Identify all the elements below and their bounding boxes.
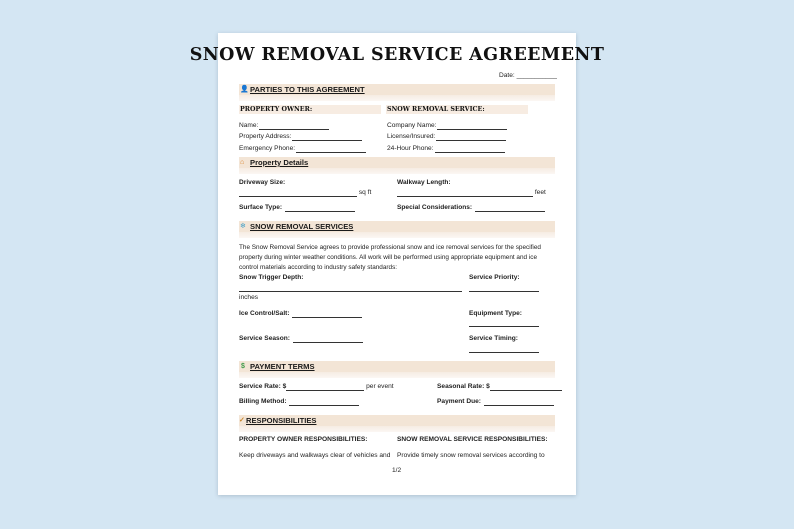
billing-field[interactable] [239, 398, 359, 406]
equipment-label: Equipment Type: [469, 310, 522, 317]
season-field[interactable] [239, 335, 363, 343]
services-band-shadow [239, 232, 555, 238]
snowflake-icon: ❄ [240, 223, 246, 230]
services-paragraph: The Snow Removal Service agrees to provide professional snow and ice removal services for the specified property during winter weather conditions. All work will be performed using appropriate equipment and ice control materials according to industry safety standards: [239, 244, 541, 271]
ice-control-field[interactable] [239, 310, 362, 318]
surface-field[interactable] [239, 204, 355, 212]
driveway-field[interactable] [239, 189, 371, 197]
trigger-unit: inches [239, 294, 259, 301]
page-number: 1/2 [392, 467, 402, 474]
payment-band-shadow [239, 372, 555, 378]
ice-control-label: Ice Control/Salt: [239, 310, 290, 317]
dollar-icon: $ [241, 363, 245, 370]
owner-responsibilities-heading: PROPERTY OWNER RESPONSIBILITIES: [239, 436, 368, 443]
parties-band-shadow [239, 95, 555, 101]
payment-section-title: PAYMENT TERMS [250, 362, 315, 371]
walkway-unit: feet [534, 189, 546, 196]
payment-due-field[interactable] [437, 398, 554, 406]
owner-phone-field[interactable] [239, 145, 366, 153]
service-heading: SNOW REMOVAL SERVICE: [387, 106, 485, 113]
service-rate-unit: per event [366, 383, 394, 390]
service-responsibilities-heading: SNOW REMOVAL SERVICE RESPONSIBILITIES: [397, 436, 548, 443]
driveway-unit: sq ft [358, 189, 372, 196]
trigger-field[interactable] [239, 284, 462, 292]
payment-due-label: Payment Due: [437, 398, 481, 405]
document-title: SNOW REMOVAL SERVICE AGREEMENT [189, 45, 605, 65]
special-field[interactable] [397, 204, 545, 212]
owner-address-label: Property Address: [239, 133, 292, 140]
owner-name-label: Name: [239, 122, 259, 129]
owner-address-field[interactable] [239, 133, 362, 141]
owner-phone-label: Emergency Phone: [239, 145, 296, 152]
services-section-title: SNOW REMOVAL SERVICES [250, 222, 354, 231]
service-rate-label: Service Rate: $ [239, 383, 287, 390]
service-responsibilities-text: Provide timely snow removal services according to [397, 452, 545, 459]
special-label: Special Considerations: [397, 204, 473, 211]
surface-label: Surface Type: [239, 204, 283, 211]
walkway-label: Walkway Length: [397, 179, 451, 186]
hour-phone-label: 24-Hour Phone: [387, 145, 434, 152]
license-field[interactable] [387, 133, 506, 141]
service-rate-field[interactable] [239, 383, 394, 391]
responsibilities-band-shadow [239, 426, 555, 432]
driveway-label: Driveway Size: [239, 179, 286, 186]
responsibilities-section-title: RESPONSIBILITIES [246, 416, 317, 425]
owner-responsibilities-text: Keep driveways and walkways clear of vehicles and [239, 452, 391, 459]
timing-label: Service Timing: [469, 335, 518, 342]
checkmark-icon: ✓ [239, 417, 245, 424]
walkway-field[interactable] [397, 189, 546, 197]
hour-phone-field[interactable] [387, 145, 505, 153]
person-icon: 👤 [240, 86, 249, 93]
priority-label: Service Priority: [469, 274, 520, 281]
seasonal-rate-label: Seasonal Rate: $ [437, 383, 490, 390]
trigger-label: Snow Trigger Depth: [239, 274, 304, 281]
seasonal-rate-field[interactable] [437, 383, 562, 391]
company-name-field[interactable] [387, 122, 507, 130]
date-field[interactable]: Date: ___________ [499, 72, 557, 79]
equipment-field[interactable] [469, 319, 539, 327]
property-band-shadow [239, 168, 555, 174]
owner-heading: PROPERTY OWNER: [240, 106, 313, 113]
billing-label: Billing Method: [239, 398, 287, 405]
property-section-title: Property Details [250, 158, 309, 167]
company-name-label: Company Name: [387, 122, 437, 129]
owner-name-field[interactable] [239, 122, 329, 130]
season-label: Service Season: [239, 335, 290, 342]
parties-section-title: PARTIES TO THIS AGREEMENT [250, 85, 365, 94]
priority-field[interactable] [469, 284, 539, 292]
timing-field[interactable] [469, 345, 539, 353]
license-label: License/Insured: [387, 133, 436, 140]
house-icon: ⌂ [240, 159, 245, 166]
